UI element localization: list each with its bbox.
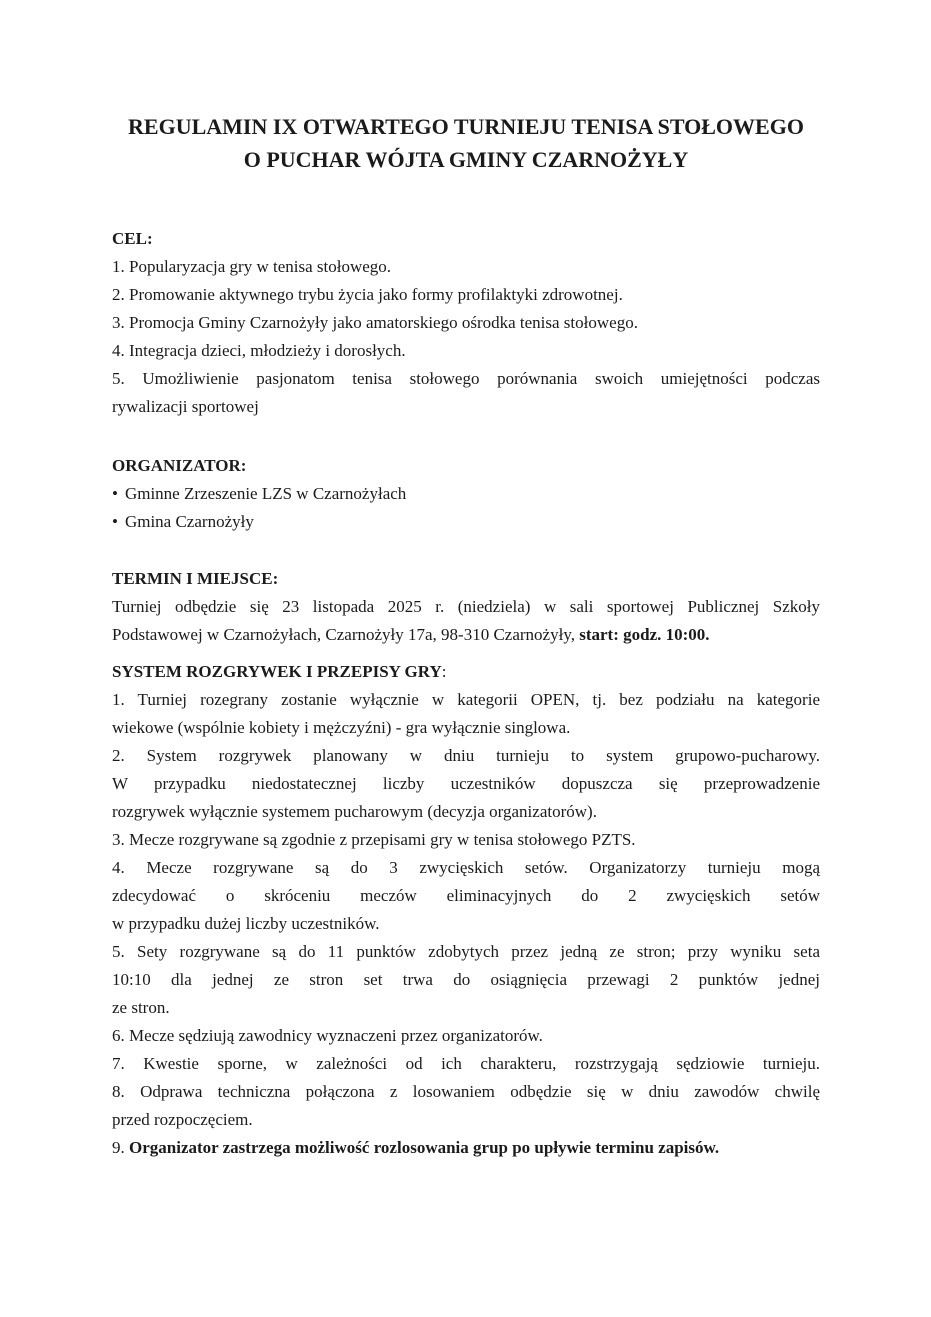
system-item-4-line-2: zdecydować o skróceniu meczów eliminacyjnych do 2 zwycięskich setów [112,886,820,905]
section-organizator [112,452,820,536]
system-item-1-line-2: wiekowe (wspólnie kobiety i mężczyźni) - gra wyłącznie singlowa. [112,718,571,737]
system-item-2-line-1: 2. System rozgrywek planowany w dniu turnieju to system grupowo-pucharowy. [112,746,820,765]
system-item-3: 3. Mecze rozgrywane są zgodnie z przepisami gry w tenisa stołowego PZTS. [112,830,636,849]
cel-item-5-line-2: rywalizacji sportowej [112,397,259,416]
cel-item-3: 3. Promocja Gminy Czarnożyły jako amatorskiego ośrodka tenisa stołowego. [112,313,638,332]
cel-item-1: 1. Popularyzacja gry w tenisa stołowego. [112,257,392,276]
termin-start-time: start: godz. 10:00. [579,625,710,644]
organizator-item-1 [112,480,820,508]
system-item-2-line-3: rozgrywek wyłącznie systemem pucharowym (decyzja organizatorów). [112,802,597,821]
system-item-2-line-2: W przypadku niedostatecznej liczby uczestników dopuszcza się przeprowadzenie [112,774,820,793]
section-termin [112,565,820,649]
document-title [112,110,820,176]
organizator-item-1-label: Gminne Zrzeszenie LZS w Czarnożyłach [124,484,407,503]
bullet-icon: • [112,484,118,503]
system-heading-colon: : [441,662,447,681]
section-cel [112,225,820,421]
title-line-1: REGULAMIN IX OTWARTEGO TURNIEJU TENISA STOŁOWEGO [128,114,804,139]
title-line-2: O PUCHAR WÓJTA GMINY CZARNOŻYŁY [243,147,689,172]
system-item-6: 6. Mecze sędziują zawodnicy wyznaczeni przez organizatorów. [112,1026,543,1045]
system-item-7: 7. Kwestie sporne, w zależności od ich charakteru, rozstrzygają sędziowie turnieju. [112,1054,820,1073]
system-item-4-line-1: 4. Mecze rozgrywane są do 3 zwycięskich setów. Organizatorzy turnieju mogą [112,858,820,877]
section-system [112,658,820,1162]
system-heading-text: SYSTEM ROZGRYWEK I PRZEPISY GRY [112,662,442,681]
system-item-5-line-3: ze stron. [112,998,170,1017]
cel-item-4: 4. Integracja dzieci, młodzieży i dorosłych. [112,341,406,360]
organizator-heading: ORGANIZATOR: [112,456,247,475]
system-item-8-line-2: przed rozpoczęciem. [112,1110,253,1129]
termin-paragraph-line-1: Turniej odbędzie się 23 listopada 2025 r. (niedziela) w sali sportowej Publicznej Szkoły [112,597,820,616]
cel-item-2: 2. Promowanie aktywnego trybu życia jako formy profilaktyki zdrowotnej. [112,285,623,304]
system-item-4-line-3: w przypadku dużej liczby uczestników. [112,914,380,933]
system-item-9-text: Organizator zastrzega możliwość rozlosowania grup po upływie terminu zapisów. [129,1138,720,1157]
termin-heading: TERMIN I MIEJSCE: [112,569,279,588]
system-item-5-line-2: 10:10 dla jednej ze stron set trwa do osiągnięcia przewagi 2 punktów jednej [112,970,820,989]
termin-paragraph-line-2 [112,621,820,649]
cel-item-5-line-1: 5. Umożliwienie pasjonatom tenisa stołowego porównania swoich umiejętności podczas [112,369,820,388]
system-item-1-line-1: 1. Turniej rozegrany zostanie wyłącznie w kategorii OPEN, tj. bez podziału na kategorie [112,690,820,709]
organizator-item-2 [112,508,820,536]
bullet-icon: • [112,512,118,531]
system-heading [112,658,820,686]
cel-heading: CEL: [112,229,153,248]
system-item-9 [112,1134,820,1162]
system-item-5-line-1: 5. Sety rozgrywane są do 11 punktów zdobytych przez jedną ze stron; przy wyniku seta [112,942,820,961]
system-item-8-line-1: 8. Odprawa techniczna połączona z losowaniem odbędzie się w dniu zawodów chwilę [112,1082,820,1101]
system-item-9-number: 9. [112,1138,129,1157]
organizator-item-2-label: Gmina Czarnożyły [124,512,254,531]
termin-address-text: Podstawowej w Czarnożyłach, Czarnożyły 17a, 98-310 Czarnożyły, [112,625,580,644]
